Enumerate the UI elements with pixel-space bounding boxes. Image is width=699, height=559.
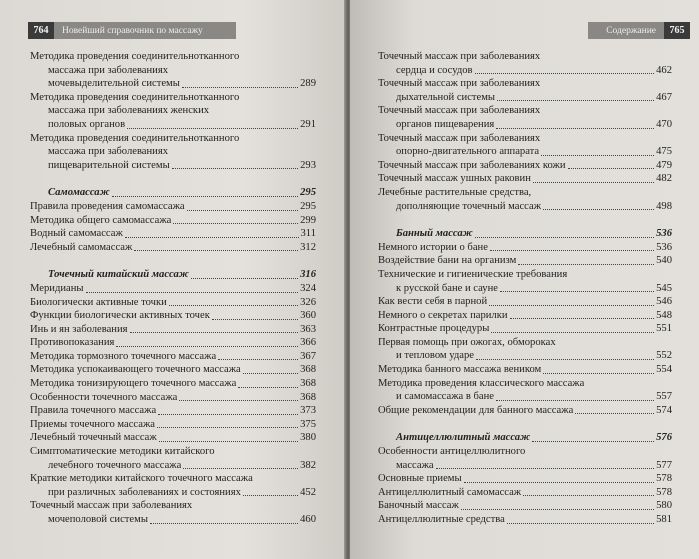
dot-leader xyxy=(496,400,654,401)
dot-leader xyxy=(159,441,298,442)
toc-page-number: 293 xyxy=(300,159,316,171)
toc-entry xyxy=(378,104,672,131)
toc-entry-line xyxy=(378,77,672,91)
toc-page-number: 363 xyxy=(300,323,316,335)
toc-entry-line xyxy=(30,241,316,255)
toc-section-heading xyxy=(30,268,316,282)
section-spacer xyxy=(30,254,316,260)
toc-entry xyxy=(378,186,672,213)
toc-page-number: 536 xyxy=(656,228,672,240)
toc-entry-line xyxy=(30,268,316,282)
section-spacer xyxy=(378,213,672,219)
right-page xyxy=(350,0,699,559)
dot-leader xyxy=(496,128,654,129)
dot-leader xyxy=(157,427,298,428)
toc-page-number: 557 xyxy=(656,391,672,403)
toc-entry xyxy=(30,445,316,472)
toc-page-number: 574 xyxy=(656,404,672,416)
toc-entry-title: Методика банного массажа веником xyxy=(378,364,542,376)
toc-page-number: 368 xyxy=(300,378,316,390)
toc-entry xyxy=(30,241,316,255)
toc-entry-line xyxy=(378,431,672,445)
toc-page-number: 380 xyxy=(300,432,316,444)
toc-entry xyxy=(30,363,316,377)
dot-leader xyxy=(543,209,654,210)
dot-leader xyxy=(125,237,299,238)
toc-entry xyxy=(378,159,672,173)
dot-leader xyxy=(172,168,298,169)
toc-entry xyxy=(30,418,316,432)
left-toc xyxy=(30,50,316,527)
dot-leader xyxy=(182,87,298,88)
toc-entry-title: дыхательной системы xyxy=(396,91,496,103)
toc-entry-line xyxy=(30,499,316,513)
left-page-number: 764 xyxy=(28,22,54,39)
toc-page-number: 479 xyxy=(656,159,672,171)
toc-entry xyxy=(30,323,316,337)
toc-entry-title: Баночный массаж xyxy=(378,500,459,512)
toc-entry-line xyxy=(30,214,316,228)
toc-section-heading xyxy=(378,227,672,241)
toc-entry-title: дополняющие точечный массаж xyxy=(396,200,542,212)
toc-entry xyxy=(378,486,672,500)
toc-page-number: 540 xyxy=(656,255,672,267)
right-toc xyxy=(378,50,672,527)
toc-entry-line xyxy=(30,145,316,159)
toc-entry-title: Лечебный точечный массаж xyxy=(30,432,157,444)
toc-entry-title: массажа при заболеваниях женских xyxy=(48,105,210,117)
dot-leader xyxy=(112,196,298,197)
toc-entry-line xyxy=(378,472,672,486)
toc-entry xyxy=(378,241,672,255)
toc-entry-title: Лечебные растительные средства, xyxy=(378,186,532,198)
toc-entry-title: и самомассажа в бане xyxy=(396,391,495,403)
toc-entry-title: Немного истории о бане xyxy=(378,241,488,253)
toc-entry-title: Точечный массаж при заболеваниях xyxy=(378,132,541,144)
dot-leader xyxy=(116,346,298,347)
toc-entry-title: Противопоказания xyxy=(30,337,115,349)
toc-entry-title: Методика проведения соединительнотканного xyxy=(30,91,240,103)
toc-page-number: 536 xyxy=(656,241,672,253)
dot-leader xyxy=(183,468,298,469)
toc-entry-title: Методика проведения соединительнотканного xyxy=(30,51,240,62)
toc-entry-title: Точечный массаж при заболеваниях кожи xyxy=(378,159,566,171)
toc-entry-line xyxy=(378,513,672,527)
toc-entry xyxy=(30,336,316,350)
toc-entry-line xyxy=(30,91,316,105)
toc-entry-line xyxy=(30,377,316,391)
toc-entry-title: Банный массаж xyxy=(396,228,473,240)
dot-leader xyxy=(169,305,298,306)
toc-entry xyxy=(30,296,316,310)
toc-entry-line xyxy=(378,186,672,200)
toc-section-heading xyxy=(30,186,316,200)
toc-entry-title: Антицеллюлитный самомассаж xyxy=(378,486,522,498)
toc-entry-title: Основные приемы xyxy=(378,473,462,485)
toc-entry-title: и тепловом ударе xyxy=(396,350,474,362)
toc-entry xyxy=(378,513,672,527)
left-page xyxy=(0,0,346,559)
toc-page-number: 291 xyxy=(300,118,316,130)
dot-leader xyxy=(507,523,654,524)
toc-entry-title: Особенности антицеллюлитного xyxy=(378,446,526,458)
toc-entry xyxy=(378,445,672,472)
toc-entry-title: массажа xyxy=(396,459,434,471)
toc-entry-title: Функции биологически активных точек xyxy=(30,310,210,322)
toc-entry-title: Точечный китайский массаж xyxy=(48,269,189,281)
dot-leader xyxy=(568,168,655,169)
toc-entry-title: Антицеллюлитный массаж xyxy=(396,432,531,444)
toc-entry-line xyxy=(378,91,672,105)
dot-leader xyxy=(475,237,654,238)
toc-entry-line xyxy=(378,227,672,241)
toc-entry-line xyxy=(378,459,672,473)
toc-entry-line xyxy=(30,431,316,445)
toc-page-number: 326 xyxy=(300,296,316,308)
toc-entry-title: Немного о секретах парилки xyxy=(378,309,508,321)
toc-entry-title: Правила проведения самомассажа xyxy=(30,200,185,212)
toc-page-number: 554 xyxy=(656,364,672,376)
toc-entry-line xyxy=(30,336,316,350)
toc-entry xyxy=(30,200,316,214)
dot-leader xyxy=(500,291,654,292)
toc-entry-title: Правила точечного массажа xyxy=(30,405,157,417)
toc-entry-line xyxy=(30,200,316,214)
toc-entry-line xyxy=(378,486,672,500)
toc-entry-title: массажа при заболеваниях xyxy=(48,146,169,158)
toc-entry-line xyxy=(378,200,672,214)
toc-page-number: 577 xyxy=(656,459,672,471)
toc-entry-title: Методика проведения соединительнотканного xyxy=(30,132,240,144)
toc-entry-title: мочеполовой системы xyxy=(48,514,148,525)
right-page-number: 765 xyxy=(664,22,690,39)
dot-leader xyxy=(187,210,299,211)
toc-entry-title: массажа при заболеваниях xyxy=(48,64,169,76)
toc-page-number: 475 xyxy=(656,146,672,158)
toc-entry xyxy=(378,363,672,377)
toc-page-number: 482 xyxy=(656,173,672,185)
right-running-header xyxy=(588,22,690,39)
toc-entry-title: Методика успокаивающего точечного массажа xyxy=(30,364,241,376)
dot-leader xyxy=(491,332,654,333)
toc-entry-line xyxy=(30,513,316,527)
toc-entry xyxy=(30,391,316,405)
toc-page-number: 295 xyxy=(300,187,316,199)
toc-entry-line xyxy=(30,350,316,364)
toc-entry-line xyxy=(30,391,316,405)
dot-leader xyxy=(238,387,298,388)
toc-entry xyxy=(30,282,316,296)
dot-leader xyxy=(532,441,654,442)
toc-entry xyxy=(30,227,316,241)
toc-entry xyxy=(30,431,316,445)
dot-leader xyxy=(533,182,654,183)
toc-entry xyxy=(30,404,316,418)
toc-entry-line xyxy=(30,50,316,64)
toc-entry-title: Первая помощь при ожогах, обмороках xyxy=(378,336,556,348)
right-header-title: Содержание xyxy=(588,22,664,39)
toc-entry-line xyxy=(378,254,672,268)
toc-page-number: 576 xyxy=(656,432,672,444)
toc-page-number: 581 xyxy=(656,514,672,525)
left-running-header xyxy=(28,22,236,39)
toc-entry-title: Симптоматические методики китайского xyxy=(30,446,215,458)
toc-entry-line xyxy=(378,499,672,513)
toc-entry-title: Самомассаж xyxy=(48,187,110,199)
toc-entry-title: Точечный массаж при заболеваниях xyxy=(378,51,541,62)
toc-entry-line xyxy=(30,459,316,473)
toc-entry-title: Воздействие бани на организм xyxy=(378,255,517,267)
toc-entry-title: Антицеллюлитные средства xyxy=(378,514,505,525)
toc-entry xyxy=(378,50,672,77)
dot-leader xyxy=(510,318,655,319)
toc-entry-title: сердца и сосудов xyxy=(396,64,473,76)
toc-entry-line xyxy=(30,486,316,500)
toc-section-heading xyxy=(378,431,672,445)
toc-entry-title: Как вести себя в парной xyxy=(378,296,488,308)
dot-leader xyxy=(179,400,298,401)
toc-entry xyxy=(378,309,672,323)
toc-entry-line xyxy=(30,159,316,173)
section-spacer xyxy=(378,417,672,423)
dot-leader xyxy=(173,223,298,224)
toc-entry-line xyxy=(378,172,672,186)
toc-entry xyxy=(378,499,672,513)
toc-entry xyxy=(30,214,316,228)
toc-page-number: 462 xyxy=(656,64,672,76)
toc-entry-title: Точечный массаж при заболеваниях xyxy=(378,78,541,90)
toc-entry-title: к русской бане и сауне xyxy=(396,282,498,294)
toc-entry-line xyxy=(378,445,672,459)
dot-leader xyxy=(476,359,654,360)
dot-leader xyxy=(150,523,298,524)
toc-entry-title: Методика проведения классического массажа xyxy=(378,377,585,389)
toc-entry-line xyxy=(30,363,316,377)
dot-leader xyxy=(127,128,298,129)
dot-leader xyxy=(575,413,654,414)
toc-entry-line xyxy=(30,282,316,296)
dot-leader xyxy=(243,373,298,374)
toc-entry-line xyxy=(378,268,672,282)
toc-entry xyxy=(30,132,316,173)
toc-page-number: 546 xyxy=(656,296,672,308)
toc-page-number: 460 xyxy=(300,514,316,525)
toc-entry-title: опорно-двигательного аппарата xyxy=(396,146,540,158)
toc-entry-line xyxy=(30,132,316,146)
toc-entry-line xyxy=(30,186,316,200)
toc-entry-title: Общие рекомендации для банного массажа xyxy=(378,404,574,416)
toc-entry-title: Водный самомассаж xyxy=(30,228,123,240)
toc-page-number: 545 xyxy=(656,282,672,294)
toc-entry-line xyxy=(30,472,316,486)
toc-page-number: 366 xyxy=(300,337,316,349)
toc-entry xyxy=(30,91,316,132)
toc-page-number: 578 xyxy=(656,473,672,485)
toc-entry-title: Контрастные процедуры xyxy=(378,323,490,335)
toc-entry-title: половых органов xyxy=(48,118,126,130)
toc-page-number: 311 xyxy=(300,228,316,240)
toc-entry-title: Точечный массаж ушных раковин xyxy=(378,173,531,185)
dot-leader xyxy=(134,250,298,251)
dot-leader xyxy=(475,73,655,74)
toc-page-number: 452 xyxy=(300,486,316,498)
toc-entry-line xyxy=(378,104,672,118)
toc-page-number: 470 xyxy=(656,118,672,130)
toc-entry xyxy=(378,295,672,309)
toc-page-number: 312 xyxy=(300,241,316,253)
toc-entry-line xyxy=(378,118,672,132)
toc-page-number: 299 xyxy=(300,214,316,226)
toc-page-number: 316 xyxy=(300,269,316,281)
toc-entry-title: Точечный массаж при заболеваниях xyxy=(378,105,541,117)
toc-entry-line xyxy=(30,104,316,118)
dot-leader xyxy=(489,305,654,306)
dot-leader xyxy=(158,414,298,415)
toc-page-number: 368 xyxy=(300,391,316,403)
toc-entry-line xyxy=(378,336,672,350)
toc-entry-title: мочевыделительной системы xyxy=(48,78,180,90)
toc-entry xyxy=(378,172,672,186)
toc-entry-title: органов пищеварения xyxy=(396,118,495,130)
toc-entry xyxy=(30,309,316,323)
toc-page-number: 467 xyxy=(656,91,672,103)
toc-page-number: 324 xyxy=(300,282,316,294)
toc-entry-title: Методика тормозного точечного массажа xyxy=(30,350,217,362)
toc-entry-title: при различных заболеваниях и состояниях xyxy=(48,486,241,498)
toc-page-number: 382 xyxy=(300,459,316,471)
toc-entry-line xyxy=(378,132,672,146)
left-header-title: Новейший справочник по массажу xyxy=(54,22,236,39)
toc-entry-title: Методика тонизирующего точечного массажа xyxy=(30,378,237,390)
toc-entry-line xyxy=(378,159,672,173)
toc-page-number: 375 xyxy=(300,418,316,430)
toc-entry-title: Меридианы xyxy=(30,282,84,294)
toc-entry xyxy=(378,377,672,404)
toc-entry-line xyxy=(30,445,316,459)
toc-entry-line xyxy=(378,349,672,363)
toc-entry-title: Особенности точечного массажа xyxy=(30,391,178,403)
toc-entry-title: Точечный массаж при заболеваниях xyxy=(30,500,193,512)
dot-leader xyxy=(523,495,654,496)
toc-entry-line xyxy=(30,227,316,241)
toc-entry xyxy=(30,499,316,526)
dot-leader xyxy=(130,332,299,333)
toc-page-number: 552 xyxy=(656,350,672,362)
dot-leader xyxy=(543,373,654,374)
toc-entry xyxy=(378,254,672,268)
toc-entry-line xyxy=(378,390,672,404)
toc-entry-title: лечебного точечного массажа xyxy=(48,459,182,471)
dot-leader xyxy=(243,495,298,496)
toc-page-number: 368 xyxy=(300,364,316,376)
dot-leader xyxy=(518,264,654,265)
toc-entry xyxy=(378,336,672,363)
toc-entry-line xyxy=(378,295,672,309)
toc-entry xyxy=(30,377,316,391)
toc-entry xyxy=(30,350,316,364)
toc-entry-title: Краткие методики китайского точечного массажа xyxy=(30,473,253,485)
toc-page-number: 548 xyxy=(656,309,672,321)
toc-entry-line xyxy=(378,309,672,323)
toc-page-number: 367 xyxy=(300,350,316,362)
dot-leader xyxy=(461,509,654,510)
toc-entry xyxy=(378,268,672,295)
dot-leader xyxy=(191,278,298,279)
toc-entry-line xyxy=(378,241,672,255)
toc-entry-title: Методика общего самомассажа xyxy=(30,214,172,226)
section-spacer xyxy=(30,172,316,178)
toc-entry-line xyxy=(30,64,316,78)
toc-entry-line xyxy=(30,77,316,91)
toc-entry-title: Лечебный самомассаж xyxy=(30,241,133,253)
toc-entry-line xyxy=(30,323,316,337)
toc-page-number: 289 xyxy=(300,78,316,90)
toc-entry-line xyxy=(378,282,672,296)
toc-page-number: 580 xyxy=(656,500,672,512)
toc-entry-line xyxy=(378,322,672,336)
dot-leader xyxy=(86,292,299,293)
toc-entry xyxy=(378,404,672,418)
toc-entry-line xyxy=(30,118,316,132)
toc-entry-title: Технические и гигиенические требования xyxy=(378,268,568,280)
toc-entry-line xyxy=(30,296,316,310)
toc-entry-title: пищеварительной системы xyxy=(48,159,170,171)
dot-leader xyxy=(464,482,654,483)
toc-entry xyxy=(30,472,316,499)
toc-entry-line xyxy=(378,64,672,78)
dot-leader xyxy=(497,100,654,101)
toc-entry-line xyxy=(378,363,672,377)
toc-page-number: 373 xyxy=(300,405,316,417)
toc-entry xyxy=(378,132,672,159)
toc-entry-line xyxy=(378,377,672,391)
toc-entry-title: Биологически активные точки xyxy=(30,296,167,308)
toc-page-number: 551 xyxy=(656,323,672,335)
toc-page-number: 295 xyxy=(300,200,316,212)
dot-leader xyxy=(541,155,654,156)
dot-leader xyxy=(490,250,654,251)
toc-entry xyxy=(30,50,316,91)
toc-page-number: 360 xyxy=(300,310,316,322)
dot-leader xyxy=(212,319,298,320)
toc-entry-title: Приемы точечного массажа xyxy=(30,418,155,430)
toc-entry-line xyxy=(30,418,316,432)
toc-entry xyxy=(378,472,672,486)
toc-entry-line xyxy=(30,309,316,323)
dot-leader xyxy=(436,468,655,469)
toc-entry-title: Инь и ян заболевания xyxy=(30,323,128,335)
toc-entry-line xyxy=(378,145,672,159)
dot-leader xyxy=(218,359,298,360)
toc-entry-line xyxy=(378,404,672,418)
toc-page-number: 578 xyxy=(656,486,672,498)
toc-page-number: 498 xyxy=(656,200,672,212)
toc-entry xyxy=(378,322,672,336)
toc-entry-line xyxy=(378,50,672,64)
toc-entry xyxy=(378,77,672,104)
toc-entry-line xyxy=(30,404,316,418)
